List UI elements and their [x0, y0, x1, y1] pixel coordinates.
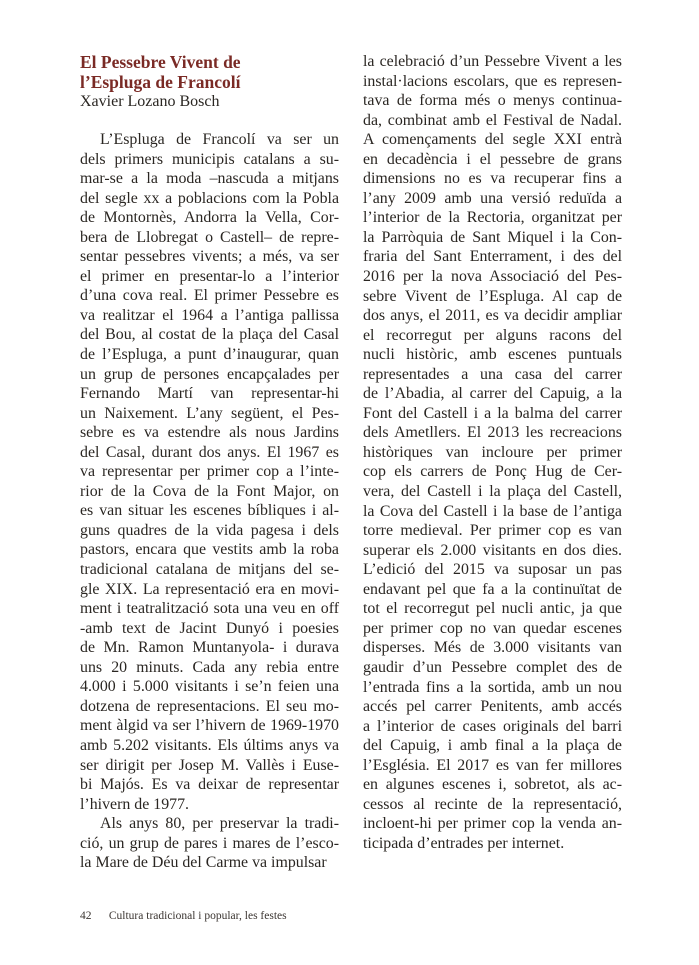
text-line: amb 5.202 visitants. Els últims anys va [80, 736, 339, 754]
text-line: a l’interior de cases originals del barri [363, 717, 622, 735]
text-line: l’entrada fins a la sortida, amb un nou [363, 678, 622, 696]
text-line: bera de Llobregat o Castell– de repre- [80, 228, 339, 246]
text-line: d’una cova real. El primer Pessebre es [80, 287, 339, 305]
text-line: l’Església. El 2017 es van fer millores [363, 756, 622, 774]
text-line: del Bou, al costat de la plaça del Casal [80, 326, 339, 344]
text-line: tava de forma més o menys continua- [363, 92, 622, 110]
text-line: dotzena de representacions. El seu mo- [80, 697, 339, 715]
text-line: fraria del Sant Enterrament, i des del [363, 248, 622, 266]
text-line: pastors, encara que vestits amb la roba [80, 541, 339, 559]
text-line: de Mn. Ramon Muntanyola- i durava [80, 639, 339, 657]
text-line: endavant pel que fa a la continuïtat de [363, 580, 622, 598]
text-line: A començaments del segle XXI entrà [363, 131, 622, 149]
text-line: accés pel carrer Penitents, amb accés [363, 698, 622, 716]
text-line: la Parròquia de Sant Miquel i la Con- [363, 228, 622, 246]
right-column-body [363, 52, 622, 853]
text-line: dels Ametllers. El 2013 les recreacions [363, 424, 622, 442]
text-line: dimensions no es va recuperar fins a [363, 170, 622, 188]
text-line: nucli històric, amb escenes puntuals [363, 346, 622, 364]
text-line: l’interior de la Rectoria, organitzat per [363, 209, 622, 227]
text-line: es van situar les escenes bíbliques i al- [80, 502, 339, 520]
page-footer [80, 910, 287, 922]
text-line: da, combinat amb el Festival de Nadal. [363, 111, 622, 129]
text-line: sebre es va estendre als nous Jardins [80, 424, 339, 442]
text-line: 4.000 i 5.000 visitants i se’n feien una [80, 678, 339, 696]
text-line: cessos al recinte de la representació, [363, 795, 622, 813]
text-line: rior de la Cova de la Font Major, on [80, 482, 339, 500]
text-line: sebre Vivent de l’Espluga. Al cap de [363, 287, 622, 305]
text-line: bi Majós. Es va deixar de representar [80, 776, 339, 794]
text-line: gaudir d’un Pessebre complet des de [363, 658, 622, 676]
text-line: el primer en presentar-lo a l’interior [80, 267, 339, 285]
text-line: uns 20 minuts. Cada any rebia entre [80, 658, 339, 676]
text-line: va representar per primer cop a l’inte- [80, 463, 339, 481]
left-column-body [80, 130, 339, 873]
text-line: del Casal, durant dos anys. El 1967 es [80, 443, 339, 461]
text-line: dels primers municipis catalans a su- [80, 150, 339, 168]
text-line: mar-se a la moda –nascuda a mitjans [80, 170, 339, 188]
text-line: cop els carrers de Ponç Hug de Cer- [363, 463, 622, 481]
text-line: de Montornès, Andorra la Vella, Cor- [80, 209, 339, 227]
text-line: l’any 2009 amb una versió reduïda a [363, 189, 622, 207]
text-line: -amb text de Jacint Dunyó i poesies [80, 619, 339, 637]
right-column [363, 52, 622, 853]
text-line: la Cova del Castell i la base de l’antiga [363, 502, 622, 520]
text-line: històriques van incloure per primer [363, 443, 622, 461]
text-line: per primer cop no van quedar escenes [363, 619, 622, 637]
text-line: sentar pessebres vivents; a més, va ser [80, 248, 339, 266]
text-line: ció, un grup de pares i mares de l’esco- [80, 834, 339, 852]
text-line: ment i teatralització sota una veu en off [80, 600, 339, 618]
text-line: un grup de persones encapçalades per [80, 365, 339, 383]
text-line: en algunes escenes i, sobretot, als ac- [363, 776, 622, 794]
text-line: un Naixement. L’any següent, el Pes- [80, 404, 339, 422]
text-line: de l’Espluga, a punt d’inaugurar, quan [80, 346, 339, 364]
left-column [80, 52, 339, 873]
text-line: en decadència i el pessebre de grans [363, 150, 622, 168]
text-line: Font del Castell i a la balma del carrer [363, 404, 622, 422]
text-line: representades a una casa del carrer [363, 365, 622, 383]
text-line: vera, del Castell i la plaça del Castell, [363, 483, 622, 501]
text-line: tradicional catalana de mitjans del se- [80, 561, 339, 579]
text-line: L’Espluga de Francolí va ser un [100, 131, 339, 148]
text-line: la celebració d’un Pessebre Vivent a les [363, 53, 622, 70]
article-author: Xavier Lozano Bosch [80, 93, 220, 110]
title-line: l’Espluga de Francolí [80, 72, 241, 92]
text-line: Als anys 80, per preservar la tradi- [100, 815, 339, 833]
text-line: L’edició del 2015 va suposar un pas [363, 561, 622, 579]
article-title [80, 52, 339, 92]
text-line: 2016 per la nova Associació del Pes- [363, 268, 622, 286]
text-line: dos anys, el 2011, es va decidir ampliar [363, 307, 622, 325]
text-line: guns quadres de la vida pagesa i dels [80, 521, 339, 539]
text-line: ser dirigit per Josep M. Vallès i Euse- [80, 756, 339, 774]
text-line: torre medieval. Per primer cop es van [363, 522, 622, 540]
title-line: El Pessebre Vivent de [80, 52, 241, 72]
text-line: Fernando Martí van representar-hi [80, 385, 339, 403]
text-line: gle XIX. La representació era en movi- [80, 580, 339, 598]
text-line: ment àlgid va ser l’hivern de 1969-1970 [80, 717, 339, 735]
text-line: de l’Abadia, al carrer del Capuig, a la [363, 385, 622, 403]
text-line: instal·lacions escolars, que es represen- [363, 72, 622, 90]
text-line: superar els 2.000 visitants en dos dies. [363, 541, 622, 559]
page-number: 42 [80, 910, 92, 922]
text-line: va realitzar el 1964 a l’antiga pallissa [80, 306, 339, 324]
text-line: tot el recorregut pel nucli antic, ja que [363, 600, 622, 618]
text-line: disperses. Més de 3.000 visitants van [363, 639, 622, 657]
text-line: del Capuig, i amb final a la plaça de [363, 737, 622, 755]
text-line: ticipada d’entrades per internet. [363, 834, 565, 852]
text-line: la Mare de Déu del Carme va impulsar [80, 854, 327, 872]
footer-section-title: Cultura tradicional i popular, les festes [108, 910, 287, 922]
text-line: l’hivern de 1977. [80, 795, 189, 813]
text-line: el recorregut per alguns racons del [363, 326, 622, 344]
text-line: del segle xx a poblacions com la Pobla [80, 189, 339, 207]
text-line: incloent-hi per primer cop la venda an- [363, 815, 622, 833]
